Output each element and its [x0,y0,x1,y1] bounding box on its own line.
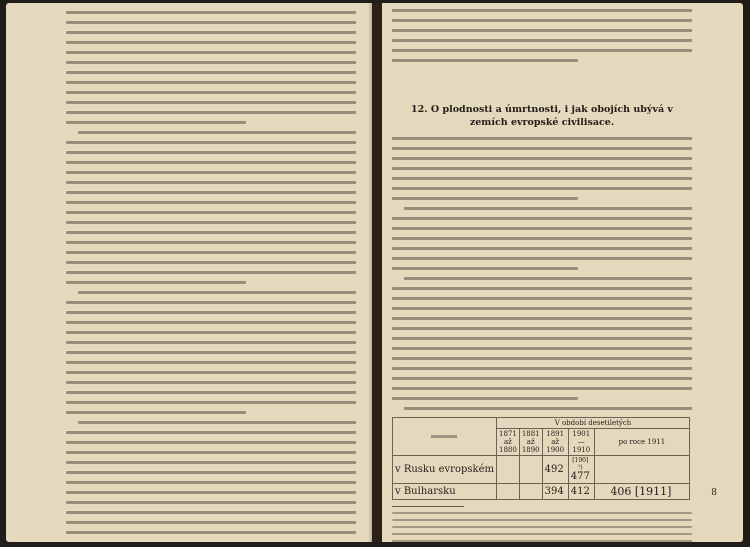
text-line [66,321,356,324]
text-line [66,331,356,334]
text-line [66,371,356,374]
text-line [66,231,356,234]
text-line [392,317,692,320]
text-line [392,347,692,350]
text-line [66,31,356,34]
text-line [392,307,692,310]
table-cell [519,484,542,500]
table-cell [594,456,689,484]
text-line [66,451,356,454]
text-line [66,61,356,64]
text-line [392,19,692,22]
text-line [392,237,692,240]
text-line [66,281,246,284]
text-line [66,261,356,264]
text-line [392,367,692,370]
text-line [392,39,692,42]
table-cell: 406 [1911] [594,484,689,500]
text-line [66,151,356,154]
text-line [404,407,692,410]
table-header-period: V období desetiletých [496,418,689,429]
text-line [66,81,356,84]
table-cell-footnote: [190] ¹) [572,457,589,471]
text-line [392,247,692,250]
right-page [382,3,743,542]
text-line [392,59,578,62]
table-cell-land: v Rusku evropském [393,456,497,484]
text-line [66,311,356,314]
text-line [66,11,356,14]
text-line [66,121,246,124]
text-line [66,241,356,244]
text-line [392,533,692,535]
text-line [66,191,356,194]
left-page [6,3,372,542]
text-line [392,257,692,260]
text-line [66,521,356,524]
text-line [392,137,692,140]
text-line [66,181,356,184]
right-page-top-text [392,9,692,69]
text-line [392,512,692,514]
text-line [66,101,356,104]
text-line [392,387,692,390]
text-line [66,71,356,74]
text-line [66,381,356,384]
text-line [392,540,692,542]
text-line [66,271,356,274]
text-line [392,327,692,330]
table-col-1871: 1871 až 1880 [496,429,519,456]
table-row [393,456,690,484]
table-cell [519,456,542,484]
text-line [392,177,692,180]
text-line [392,9,692,12]
text-line [392,187,692,190]
text-line [66,441,356,444]
table-cell [496,484,519,500]
text-line [392,337,692,340]
text-line [392,377,692,380]
table-header-row [393,418,690,429]
text-line [66,251,356,254]
text-line [66,171,356,174]
text-line [66,221,356,224]
text-line [66,391,356,394]
text-line [66,481,356,484]
text-line [66,41,356,44]
text-line [392,197,578,200]
table-cell: 492 [542,456,568,484]
section-body [392,137,692,410]
text-line [66,511,356,514]
text-line [392,147,692,150]
text-line [66,471,356,474]
table-cell-value: 477 [570,471,590,482]
table-row [393,484,690,500]
text-line [66,401,356,404]
text-line [66,341,356,344]
table-cell-land: v Bulharsku [393,484,497,500]
text-line [78,131,356,134]
text-line [404,277,692,280]
table-cell: 412 [568,484,594,500]
text-line [66,111,356,114]
table-col-1911: po roce 1911 [594,429,689,456]
text-line [392,29,692,32]
text-line [404,207,692,210]
table-col-1891: 1891 až 1900 [542,429,568,456]
text-line [66,21,356,24]
text-line [392,357,692,360]
table-header-land [393,418,497,456]
text-line [66,211,356,214]
text-line [392,519,692,521]
text-line [66,301,356,304]
text-line [392,526,692,528]
text-line [66,531,356,534]
footnote-rule [392,506,464,507]
text-line [66,351,356,354]
text-line [392,217,692,220]
text-line [392,287,692,290]
table-col-1881: 1881 až 1890 [519,429,542,456]
text-line [66,361,356,364]
text-line [66,51,356,54]
text-line [78,421,356,424]
page-number: 8 [711,488,717,498]
table-cell [496,456,519,484]
text-line [66,161,356,164]
footnotes [392,512,692,542]
left-page-text [66,11,356,541]
text-line [66,201,356,204]
text-line [392,267,578,270]
text-line [392,167,692,170]
text-line [392,227,692,230]
text-line [392,397,578,400]
text-line [392,157,692,160]
text-line [66,491,356,494]
right-page-section [392,103,692,542]
text-line [392,297,692,300]
table-col-1901: 1901—1910 [568,429,594,456]
text-line [66,501,356,504]
text-line [392,49,692,52]
text-line [78,291,356,294]
text-line [66,461,356,464]
text-line [66,431,356,434]
text-line [66,141,356,144]
text-line [66,91,356,94]
table-cell: 394 [542,484,568,500]
table-cell [568,456,594,484]
birth-rate-table [392,417,690,500]
text-line [66,411,246,414]
section-heading: 12. O plodnosti a úmrtnosti, i jak obojích ubývá v zemích evropské civilisace. [411,104,673,128]
